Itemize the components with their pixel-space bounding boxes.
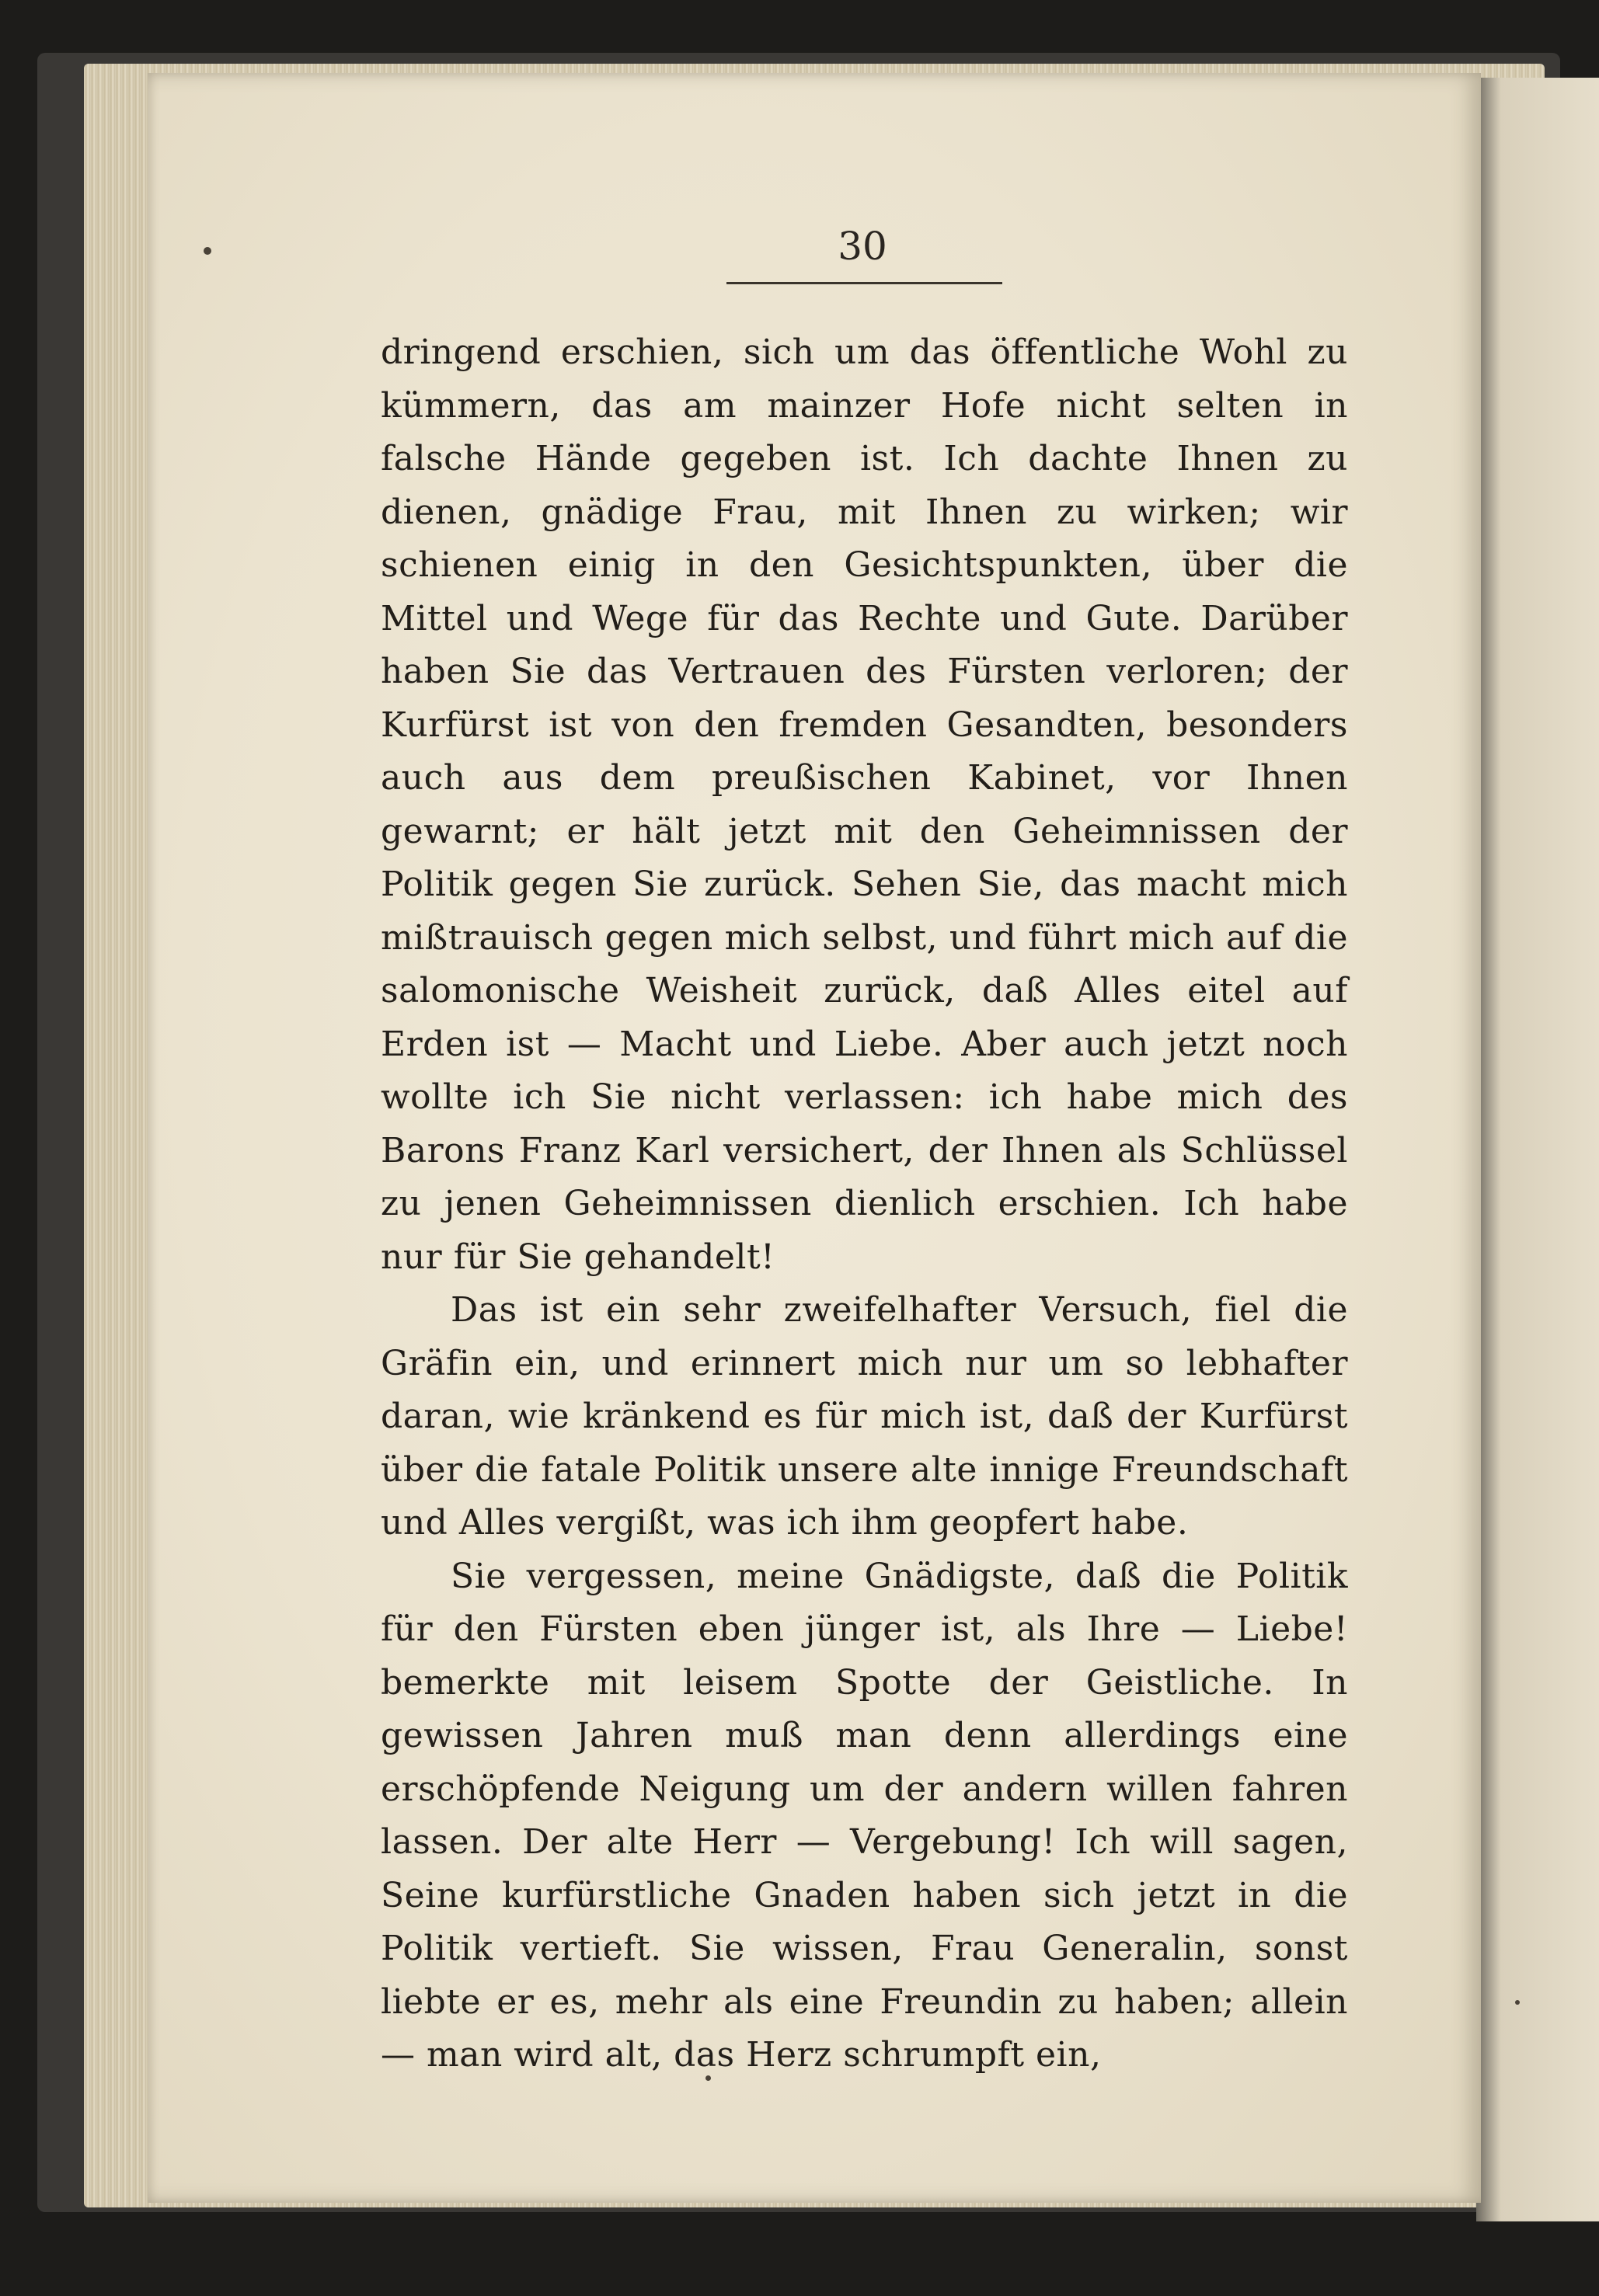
header-rule (726, 282, 1002, 284)
paragraph: dringend erschien, sich um das öffentliche Wohl zu kümmern, das am mainzer Hofe nicht selten in falsche Hände gegeben ist. Ich dachte Ihnen zu dienen, gnädige Frau, mit Ihnen zu wirken; wir schienen einig in den Gesichtspunkten, über die Mittel und Wege für das Rechte und Gute. Darüber haben Sie das Vertrauen des Fürsten verloren; der Kurfürst ist von den fremden Gesandten, besonders auch aus dem preußischen Kabinet, vor Ihnen gewarnt; er hält jetzt mit den Geheimnissen der Politik gegen Sie zurück. Sehen Sie, das macht mich mißtrauisch gegen mich selbst, und führt mich auf die salomonische Weisheit zurück, daß Alles eitel auf Erden ist — Macht und Liebe. Aber auch jetzt noch wollte ich Sie nicht verlassen: ich habe mich des Barons Franz Karl versichert, der Ihnen als Schlüssel zu jenen Geheimnissen dienlich erschien. Ich habe nur für Sie gehandelt! (381, 332, 1348, 1277)
paragraph: Das ist ein sehr zweifelhafter Versuch, fiel die Gräfin ein, und erinnert mich nur um so lebhafter daran, wie kränkend es für mich ist, daß der Kurfürst über die fatale Politik unsere alte innige Freundschaft und Alles vergißt, was ich ihm geopfert habe. (381, 1290, 1348, 1543)
facing-page (1476, 78, 1599, 2221)
ink-speck (705, 2075, 711, 2081)
ink-speck (1515, 2000, 1520, 2005)
page-number: 30 (838, 224, 887, 269)
paragraph: Sie vergessen, meine Gnädigste, daß die Politik für den Fürsten eben jünger ist, als Ihre — Liebe! bemerkte mit leisem Spotte der Geistliche. In gewissen Jahren muß man denn allerdings eine erschöpfende Neigung um der andern willen fahren lassen. Der alte Herr — Vergebung! Ich will sagen, Seine kurfürstliche Gnaden haben sich jetzt in die Politik vertieft. Sie wissen, Frau Generalin, sonst liebte er es, mehr als eine Freundin zu haben; allein — man wird alt, das Herz schrumpft ein, (381, 1556, 1348, 2075)
ink-speck (204, 247, 211, 255)
body-text (381, 326, 1348, 2082)
